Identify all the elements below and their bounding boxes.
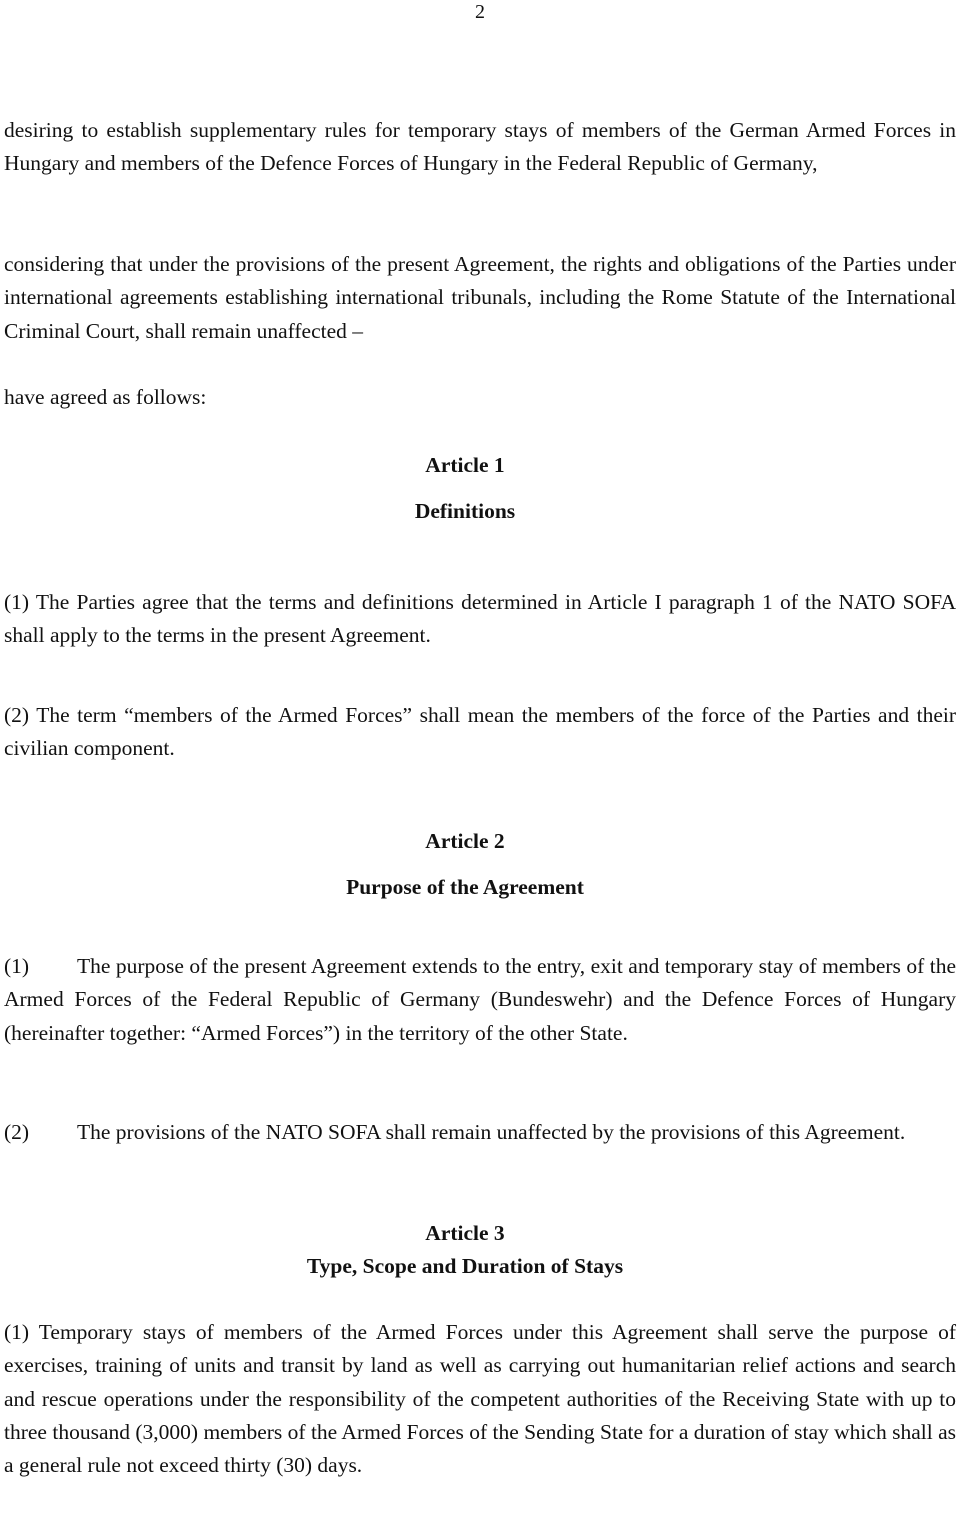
preamble-paragraph: have agreed as follows: <box>4 385 207 409</box>
preamble-paragraph: considering that under the provisions of the present Agreement, the rights and obligations of the Parties under international agreements establishing international tribunals, including the Rome Statute of the International Criminal Court, shall remain unaffected – <box>4 252 956 343</box>
article-title: Definitions <box>414 499 516 523</box>
paragraph-number: (2) <box>4 1120 30 1144</box>
paragraph-number: (1) <box>4 954 30 978</box>
paragraph-text: Temporary stays of members of the Armed Forces under this Agreement shall serve the purpose of exercises, training of units and transit by land as well as carrying out humanitarian relief actions and search and rescue operations under the responsibility of the competent authorities of the Receiving State with up to three thousand (3,000) members of the Armed Forces of the Sending State for a duration of stay which shall as a general rule not exceed thirty (30) days. <box>4 1320 956 1478</box>
paragraph-text: The Parties agree that the terms and definitions determined in Article I paragraph 1 of the NATO SOFA shall apply to the terms in the present Agreement. <box>4 590 956 648</box>
page-number: 2 <box>475 1 485 23</box>
article-paragraph <box>4 1316 956 1482</box>
paragraph-number: (2) <box>4 703 30 727</box>
article-paragraph <box>4 699 956 766</box>
article-number: Article 1 <box>425 453 505 477</box>
paragraph-number: (1) <box>4 1320 30 1344</box>
preamble-paragraph: desiring to establish supplementary rules for temporary stays of members of the German Armed Forces in Hungary and members of the Defence Forces of Hungary in the Federal Republic of Germany, <box>4 118 956 176</box>
article-paragraph <box>4 1116 956 1149</box>
paragraph-text: The term “members of the Armed Forces” shall mean the members of the force of the Parties and their civilian component. <box>4 703 956 761</box>
article-number: Article 2 <box>425 829 505 853</box>
article-title: Purpose of the Agreement <box>346 875 584 899</box>
article-paragraph <box>4 950 956 1050</box>
article-title: Type, Scope and Duration of Stays <box>306 1254 624 1278</box>
article-number: Article 3 <box>425 1221 505 1245</box>
paragraph-text: The purpose of the present Agreement extends to the entry, exit and temporary stay of members of the Armed Forces of the Federal Republic of Germany (Bundeswehr) and the Defence Forces of Hungary (hereinafter together: “Armed Forces”) in the territory of the other State. <box>4 954 956 1045</box>
article-paragraph <box>4 586 956 653</box>
paragraph-text: The provisions of the NATO SOFA shall remain unaffected by the provisions of this Agreement. <box>77 1120 906 1144</box>
paragraph-number: (1) <box>4 590 30 614</box>
